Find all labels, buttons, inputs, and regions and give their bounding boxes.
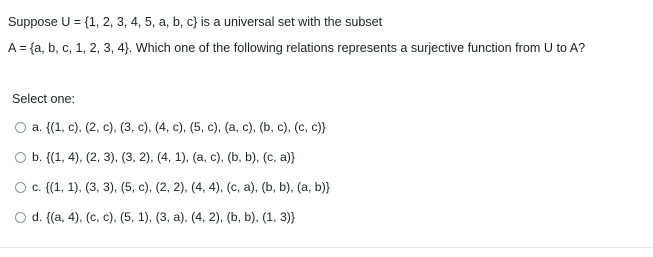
question-line-1: Suppose U = {1, 2, 3, 4, 5, a, b, c} is a universal set with the subset: [8, 15, 383, 29]
option-a[interactable]: [15, 112, 645, 142]
option-b[interactable]: [15, 142, 645, 172]
question-text: [8, 9, 648, 61]
option-letter-a: a.: [32, 120, 43, 134]
question-line-2: A = {a, b, c, 1, 2, 3, 4}. Which one of the following relations represents a surjective function from U to A?: [8, 41, 586, 55]
option-letter-d: d.: [32, 210, 43, 224]
radio-button-d[interactable]: [15, 212, 26, 223]
radio-button-a[interactable]: [15, 122, 26, 133]
select-one-label: Select one:: [12, 92, 76, 106]
option-letter-b: b.: [32, 150, 43, 164]
option-d[interactable]: [15, 202, 645, 232]
radio-button-c[interactable]: [15, 182, 26, 193]
radio-button-b[interactable]: [15, 152, 26, 163]
option-c[interactable]: [15, 172, 645, 202]
answer-options: [15, 112, 645, 232]
option-text-b: {(1, 4), (2, 3), (3, 2), (4, 1), (a, c), (b, b), (c, a)}: [46, 150, 296, 164]
divider: [0, 247, 653, 248]
option-text-a: {(1, c), (2, c), (3, c), (4, c), (5, c), (a, c), (b, c), (c, c)}: [46, 120, 326, 134]
option-text-c: {(1, 1), (3, 3), (5, c), (2, 2), (4, 4), (c, a), (b, b), (a, b)}: [45, 180, 330, 194]
option-text-d: {(a, 4), (c, c), (5, 1), (3, a), (4, 2), (b, b), (1, 3)}: [46, 210, 296, 224]
option-letter-c: c.: [32, 180, 42, 194]
